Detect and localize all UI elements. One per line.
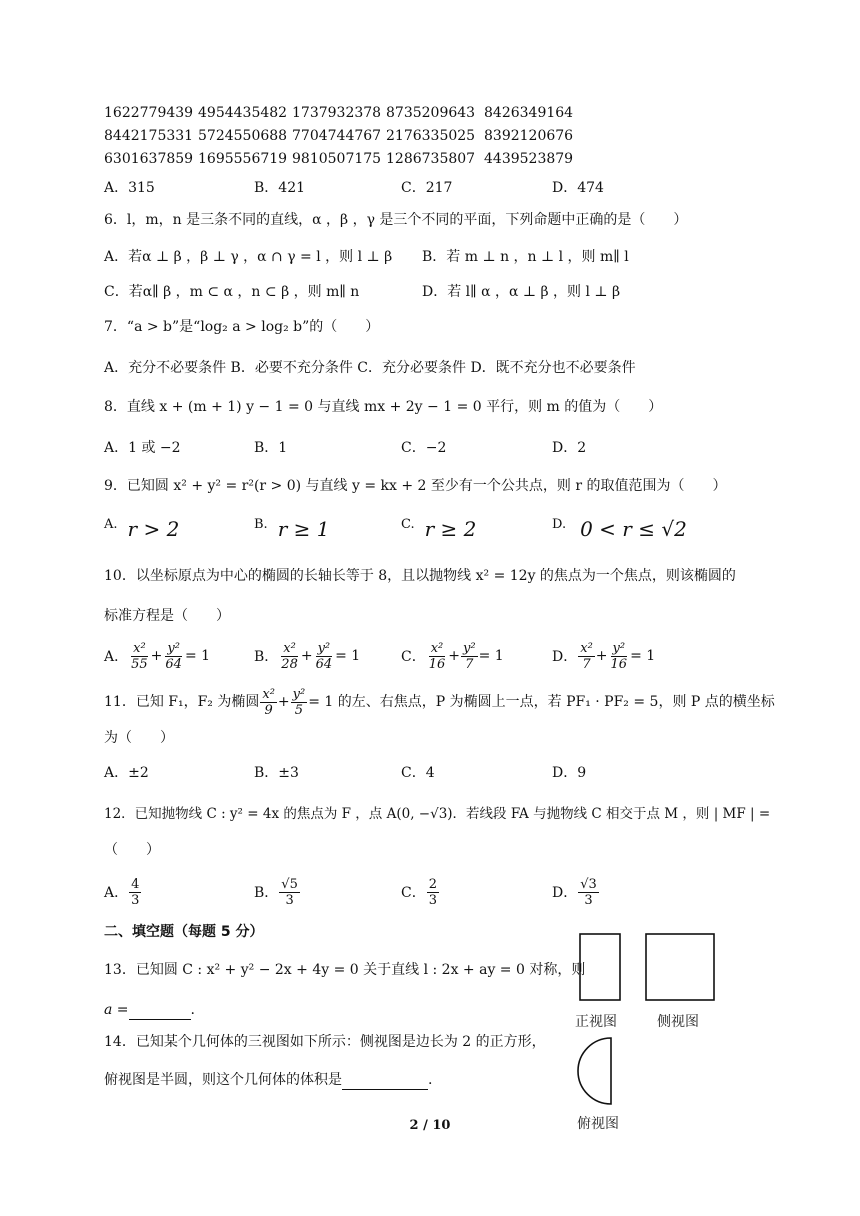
option-a: A．315 [104,180,155,196]
option-b [254,872,301,912]
plus-sign: + [277,694,290,710]
option-b-label: B. [254,517,268,532]
random-number: 8426349164 [484,105,574,121]
fraction: $\frac{\text{y²}}{5}$ [292,686,306,718]
random-number: 2176335025 [386,128,476,144]
option-label: C． [401,649,426,665]
q11-options [104,762,744,788]
q10-options [104,636,744,676]
fraction: $\frac{\text{x²}}{16}$ [428,640,446,672]
plus-sign: + [150,648,163,664]
plus-sign: + [595,648,608,664]
q13-variable: a = [104,1002,129,1018]
option-c: C．4 [401,765,435,781]
equals-one: = 1 [630,648,656,664]
random-number: 5724550688 [198,128,288,144]
q12-stem-line-2: （ ） [104,842,160,858]
q11-stem-line-1 [104,682,775,722]
fraction: $\frac{\text{y²}}{64}$ [165,640,182,672]
fraction: $\frac{√3}{3}$ [580,876,597,908]
random-number: 1737932378 [292,105,382,121]
option-a [104,636,210,676]
period: . [190,1002,195,1018]
option-a [104,872,142,912]
option-d: D．474 [552,180,604,196]
answer-blank[interactable] [129,1019,191,1020]
fraction: $\frac{\text{y²}}{64}$ [315,640,333,672]
equals-one: = 1 [335,648,361,664]
option-b: B．421 [254,180,306,196]
option-label: C． [401,885,426,901]
q7-stem: 7．“a > b”是“log₂ a > log₂ b”的（ ） [104,319,380,335]
q6-stem: 6．l，m，n 是三条不同的直线，α ，β ，γ 是三个不同的平面，下列命题中正确的是（ ） [104,212,688,228]
period: . [428,1072,433,1088]
q8-stem: 8．直线 x + (m + 1) y − 1 = 0 与直线 mx + 2y − 1 = 0 平行，则 m 的值为（ ） [104,399,663,415]
plus-sign: + [300,648,313,664]
fraction: $\frac{\text{x²}}{7}$ [580,640,593,672]
q10-stem-line-2: 标准方程是（ ） [104,608,230,624]
equals-one: = 1 [478,648,504,664]
option-c [401,636,504,676]
random-number: 1622779439 [104,105,194,121]
option-d [552,636,655,676]
random-number: 9810507175 [292,151,382,167]
option-b: B．若 m ⊥ n ，n ⊥ l ，则 m∥ l [422,249,629,265]
top-view-label: 俯视图 [577,1116,619,1132]
option-label: B． [254,649,279,665]
random-number: 6301637859 [104,151,194,167]
fraction: $\frac{\text{y²}}{7}$ [463,640,476,672]
option-b: B．±3 [254,765,299,781]
equals-one: = 1 [184,648,211,664]
option-label: B． [254,885,279,901]
fraction: $\frac{\text{x²}}{55}$ [131,640,148,672]
q13-stem-line-1: 13．已知圆 C : x² + y² − 2x + 4y = 0 关于直线 l : 2x + ay = 0 对称，则 [104,962,586,978]
q10-stem-line-1: 10．以坐标原点为中心的椭圆的长轴长等于 8，且以抛物线 x² = 12y 的焦点为一个焦点，则该椭圆的 [104,568,736,584]
option-c: C．217 [401,180,453,196]
q12-stem-line-1: 12．已知抛物线 C : y² = 4x 的焦点为 F ，点 A(0, −√3)．若线段 FA 与抛物线 C 相交于点 M ，则 | MF | = [104,806,771,822]
option-d: D．2 [552,440,587,456]
random-number: 8442175331 [104,128,194,144]
side-view-square [646,934,714,1000]
option-a: r > 2 [127,517,180,541]
fraction: $\frac{√5}{3}$ [281,876,298,908]
option-c: C．若α∥ β ，m ⊂ α ，n ⊂ β ，则 m∥ n [104,284,360,300]
option-a: A．1 或 −2 [104,440,181,456]
q13-stem-line-2 [104,1000,195,1020]
option-label: A． [104,649,129,665]
q12-options [104,872,744,912]
side-view-label: 侧视图 [657,1014,699,1030]
fraction: $\frac{\text{x²}}{9}$ [262,686,275,718]
random-number: 1695556719 [198,151,288,167]
q14-stem-line-2 [104,1070,432,1090]
fraction: $\frac{\text{x²}}{28}$ [281,640,298,672]
random-table-row-1 [104,103,573,123]
random-number: 8392120676 [484,128,574,144]
random-number: 8735209643 [386,105,476,121]
q14-stem-text: 俯视图是半圆，则这个几何体的体积是 [104,1072,342,1088]
random-number: 1286735807 [386,151,476,167]
random-number: 4954435482 [198,105,288,121]
option-c: r ≥ 2 [424,517,477,541]
random-number: 7704744767 [292,128,382,144]
front-view-label: 正视图 [575,1014,617,1030]
option-d: 0 < r ≤ √2 [580,517,687,541]
option-a: A．若α ⊥ β ，β ⊥ γ ，α ∩ γ = l ，则 l ⊥ β [104,249,393,265]
option-c [401,872,440,912]
option-a-label: A. [104,517,118,532]
q11-stem-line-2: 为（ ） [104,730,174,746]
q11-stem-a: 11．已知 F₁，F₂ 为椭圆 [104,694,260,710]
option-c: C．−2 [401,440,447,456]
random-table-row-2 [104,126,573,146]
option-d [552,872,600,912]
random-table-row-3 [104,149,573,169]
q5-options [104,177,744,203]
q9-options [104,517,744,551]
q8-options [104,437,744,463]
plus-sign: + [448,648,460,664]
answer-blank[interactable] [342,1089,428,1090]
option-label: A． [104,885,129,901]
option-label: D． [552,885,578,901]
option-d-label: D. [552,517,567,532]
fraction: $\frac{\text{y²}}{16}$ [610,640,628,672]
section-heading-fill-in: 二、填空题（每题 5 分） [104,924,264,940]
front-view-rect [580,934,620,1000]
q14-stem-line-1: 14．已知某个几何体的三视图如下所示：侧视图是边长为 2 的正方形， [104,1034,546,1050]
top-view-semicircle [578,1038,611,1104]
q11-stem-b: = 1 的左、右焦点，P 为椭圆上一点，若 PF₁ · PF₂ = 5，则 P 点的横坐标 [308,694,775,710]
q7-options: A．充分不必要条件 B．必要不充分条件 C．充分必要条件 D．既不充分也不必要条件 [104,360,636,376]
option-b: r ≥ 1 [277,517,330,541]
option-c-label: C. [401,517,415,532]
option-d: D．若 l∥ α ，α ⊥ β ，则 l ⊥ β [422,284,621,300]
fraction: $\frac{2}{3}$ [428,876,437,908]
random-number: 4439523879 [484,151,574,167]
page-number: 2 / 10 [409,1118,451,1133]
option-b [254,636,360,676]
option-b: B．1 [254,440,288,456]
option-label: D． [552,649,578,665]
option-d: D．9 [552,765,587,781]
q9-stem: 9．已知圆 x² + y² = r²(r > 0) 与直线 y = kx + 2 至少有一个公共点，则 r 的取值范围为（ ） [104,478,727,494]
option-a: A．±2 [104,765,149,781]
fraction: $\frac{4}{3}$ [131,876,140,908]
